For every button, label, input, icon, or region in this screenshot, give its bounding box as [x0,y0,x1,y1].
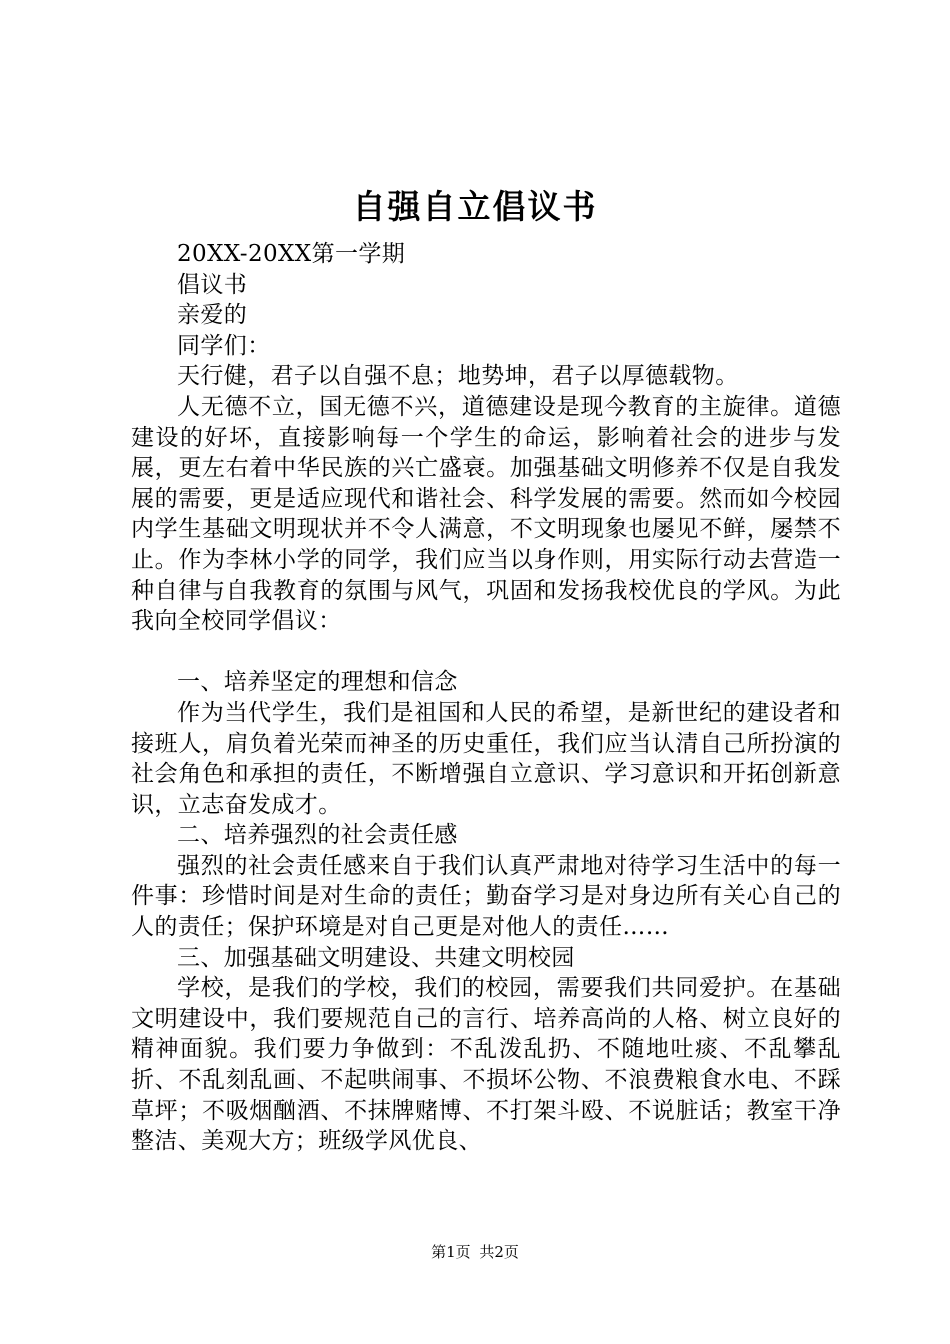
opening-quote: 天行健，君子以自强不息；地势坤，君子以厚德载物。 [177,363,739,390]
section-paragraph-1: 作为当代学生，我们是祖国和人民的希望，是新世纪的建设者和接班人，肩负着光荣而神圣的历史重任，我们应当认清自己所扮演的社会角色和承担的责任，不断增强自立意识、学习意识和开拓创新意识，立志奋发成才。 [131,699,841,818]
salutation-line-1: 亲爱的 [177,302,248,329]
section-paragraph-2: 强烈的社会责任感来自于我们认真严肃地对待学习生活中的每一件事：珍惜时间是对生命的责任；勤奋学习是对身边所有关心自己的人的责任；保护环境是对自己更是对他人的责任…… [131,852,841,941]
document-title: 自强自立倡议书 [352,187,598,226]
intro-paragraph: 人无德不立，国无德不兴，道德建设是现今教育的主旋律。道德建设的好坏，直接影响每一个学生的命运，影响着社会的进步与发展，更左右着中华民族的兴亡盛衰。加强基础文明修养不仅是自我发展的需要，更是适应现代和谐社会、科学发展的需要。然而如今校园内学生基础文明现状并不令人满意，不文明现象也屡见不鲜，屡禁不止。作为李林小学的同学，我们应当以身作则，用实际行动去营造一种自律与自我教育的氛围与风气，巩固和发扬我校优良的学风。为此我向全校同学倡议： [131,393,841,635]
section-paragraph-3: 学校，是我们的学校，我们的校园，需要我们共同爱护。在基础文明建设中，我们要规范自己的言行、培养高尚的人格、树立良好的精神面貌。我们要力争做到：不乱泼乱扔、不随地吐痰、不乱攀乱折、不乱刻乱画、不起哄闹事、不损坏公物、不浪费粮食水电、不踩草坪；不吸烟酗酒、不抹牌赌博、不打架斗殴、不说脏话；教室干净整洁、美观大方；班级学风优良、 [131,975,841,1155]
section-heading-2: 二、培养强烈的社会责任感 [177,822,458,849]
blank-line [131,637,841,668]
document-body [131,239,841,1157]
section-heading-3: 三、加强基础文明建设、共建文明校园 [177,944,575,971]
salutation-line-2: 同学们： [177,332,271,359]
page-footer: 第1页 共2页 [431,1243,519,1261]
semester-line: 20XX-20XX第一学期 [177,241,406,267]
doc-type-line: 倡议书 [177,271,248,298]
section-heading-1: 一、培养坚定的理想和信念 [177,669,458,696]
